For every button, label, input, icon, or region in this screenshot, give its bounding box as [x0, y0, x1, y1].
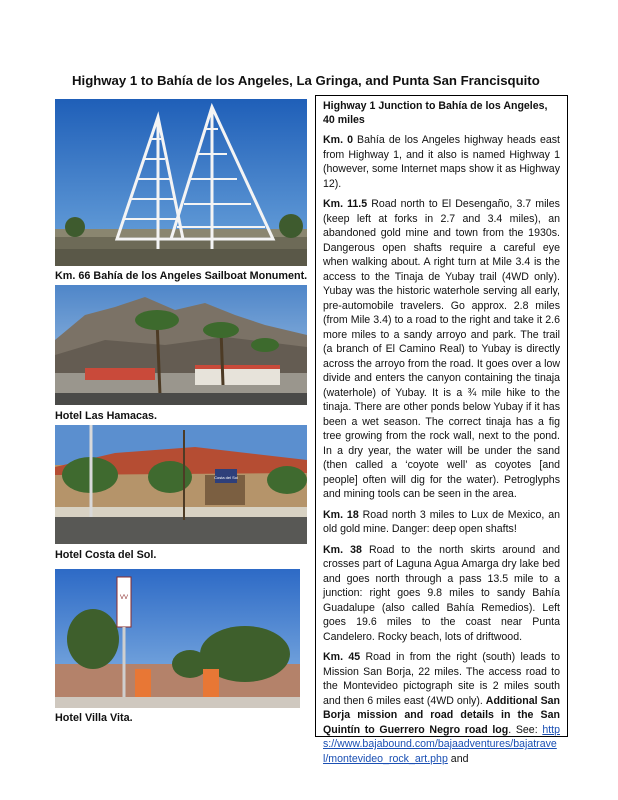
photo-caption-costa-del-sol: Hotel Costa del Sol.	[55, 549, 157, 561]
entry-text: Road in from the right (south) leads to Mission San Borja, 22 miles. The access road to the Montevideo pictograph site is 2 miles south and then 6 miles east (4WD only).	[323, 651, 560, 707]
road-log-entry-km11-5	[323, 197, 560, 502]
photo-caption-las-hamacas: Hotel Las Hamacas.	[55, 410, 158, 422]
hotel-villa-vita-photo	[55, 569, 300, 708]
km-marker: Km. 45	[323, 651, 361, 663]
entry-text: Road to the north skirts around and crosses part of Laguna Agua Amarga dry lake bed and goes north through a pass 13.5 mile to a junction: right goes 9.8 miles to sandy Bahía Guadalupe (also called Bahía Remedios). Left goes 19.6 miles to the coast near Punta Candelero. Rocky beach, lots of driftwood.	[323, 543, 561, 643]
entry-text: Road north 3 miles to Lux de Mexico, an old gold mine. Danger: deep open shafts!	[323, 508, 560, 535]
san-borja-details-note: Additional San Borja mission and road details in the San Quintín to Guerrero Negro road log	[323, 694, 560, 736]
km-marker: Km. 18	[323, 508, 359, 521]
road-log-entry-km38	[323, 543, 560, 645]
montevideo-rock-art-link[interactable]: https://www.bajabound.com/bajaadventures/bajatravel/montevideo_rock_art.php	[323, 723, 560, 765]
sailboat-monument-photo	[55, 99, 307, 266]
entry-text: Road north to El Desengaño, 3.7 miles (keep left at forks in 2.7 and 3.4 miles), an abandoned gold mine and town from the 1930s. Dangerous open shafts require a careful eye when walking about. A right turn at Mile 3.4 is the access to the Tinaja de Yubay trail (4WD only). Yubay was the historic waterhole serving all early, pre-automobile travelers. Go approx. 2.8 miles (from Mile 3.4) to a road to the right and take it 2.6 more miles to a sandy arroyo and park. The trail (a branch of El Camino Real) to Yubay is directly across the arroyo from the road. It goes over a low divide and enters the canyon containing the tinaja (waterhole) of Yubay. It is a ¾ mile hike to the tinaja. There are other ponds below Yubay if it has been a wet season. The correct tinaja has a fig tree growing from the rock wall, next to the pond. In a dry year, the water will be under the sand (then called a ‘coyote well’ as coyotes [and people] often will dig for the water). Petroglyphs and mining tools can be seen in the area.	[323, 198, 560, 500]
entry-text: Bahía de los Angeles highway heads east from Highway 1, and it also is named Highway 1 (however, some Internet maps show it as Highway 12).	[323, 134, 560, 190]
road-log-heading: Highway 1 Junction to Bahía de los Angeles, 40 miles	[323, 100, 548, 126]
see-text: . See:	[508, 723, 543, 736]
page-title: Highway 1 to Bahía de los Angeles, La Gringa, and Punta San Francisquito	[72, 73, 540, 88]
hotel-costa-del-sol-photo	[55, 425, 307, 544]
km-marker: Km. 38	[323, 543, 362, 556]
trailing-text: and	[447, 752, 469, 765]
photo-caption-villa-vita: Hotel Villa Vita.	[55, 712, 133, 724]
road-log-entry-km45	[323, 650, 560, 766]
road-log-entry-km0	[323, 133, 560, 191]
hotel-las-hamacas-photo	[55, 285, 307, 405]
km-marker: Km. 0	[323, 134, 353, 146]
road-log-box	[315, 95, 568, 765]
villa-vita-sign: VV	[119, 595, 129, 601]
costa-del-sol-sign: Costa del Sol	[214, 475, 238, 480]
km-marker: Km. 11.5	[323, 198, 368, 210]
road-log-entry-km18	[323, 508, 560, 537]
photo-caption-sailboat: Km. 66 Bahía de los Angeles Sailboat Monument.	[55, 270, 308, 282]
